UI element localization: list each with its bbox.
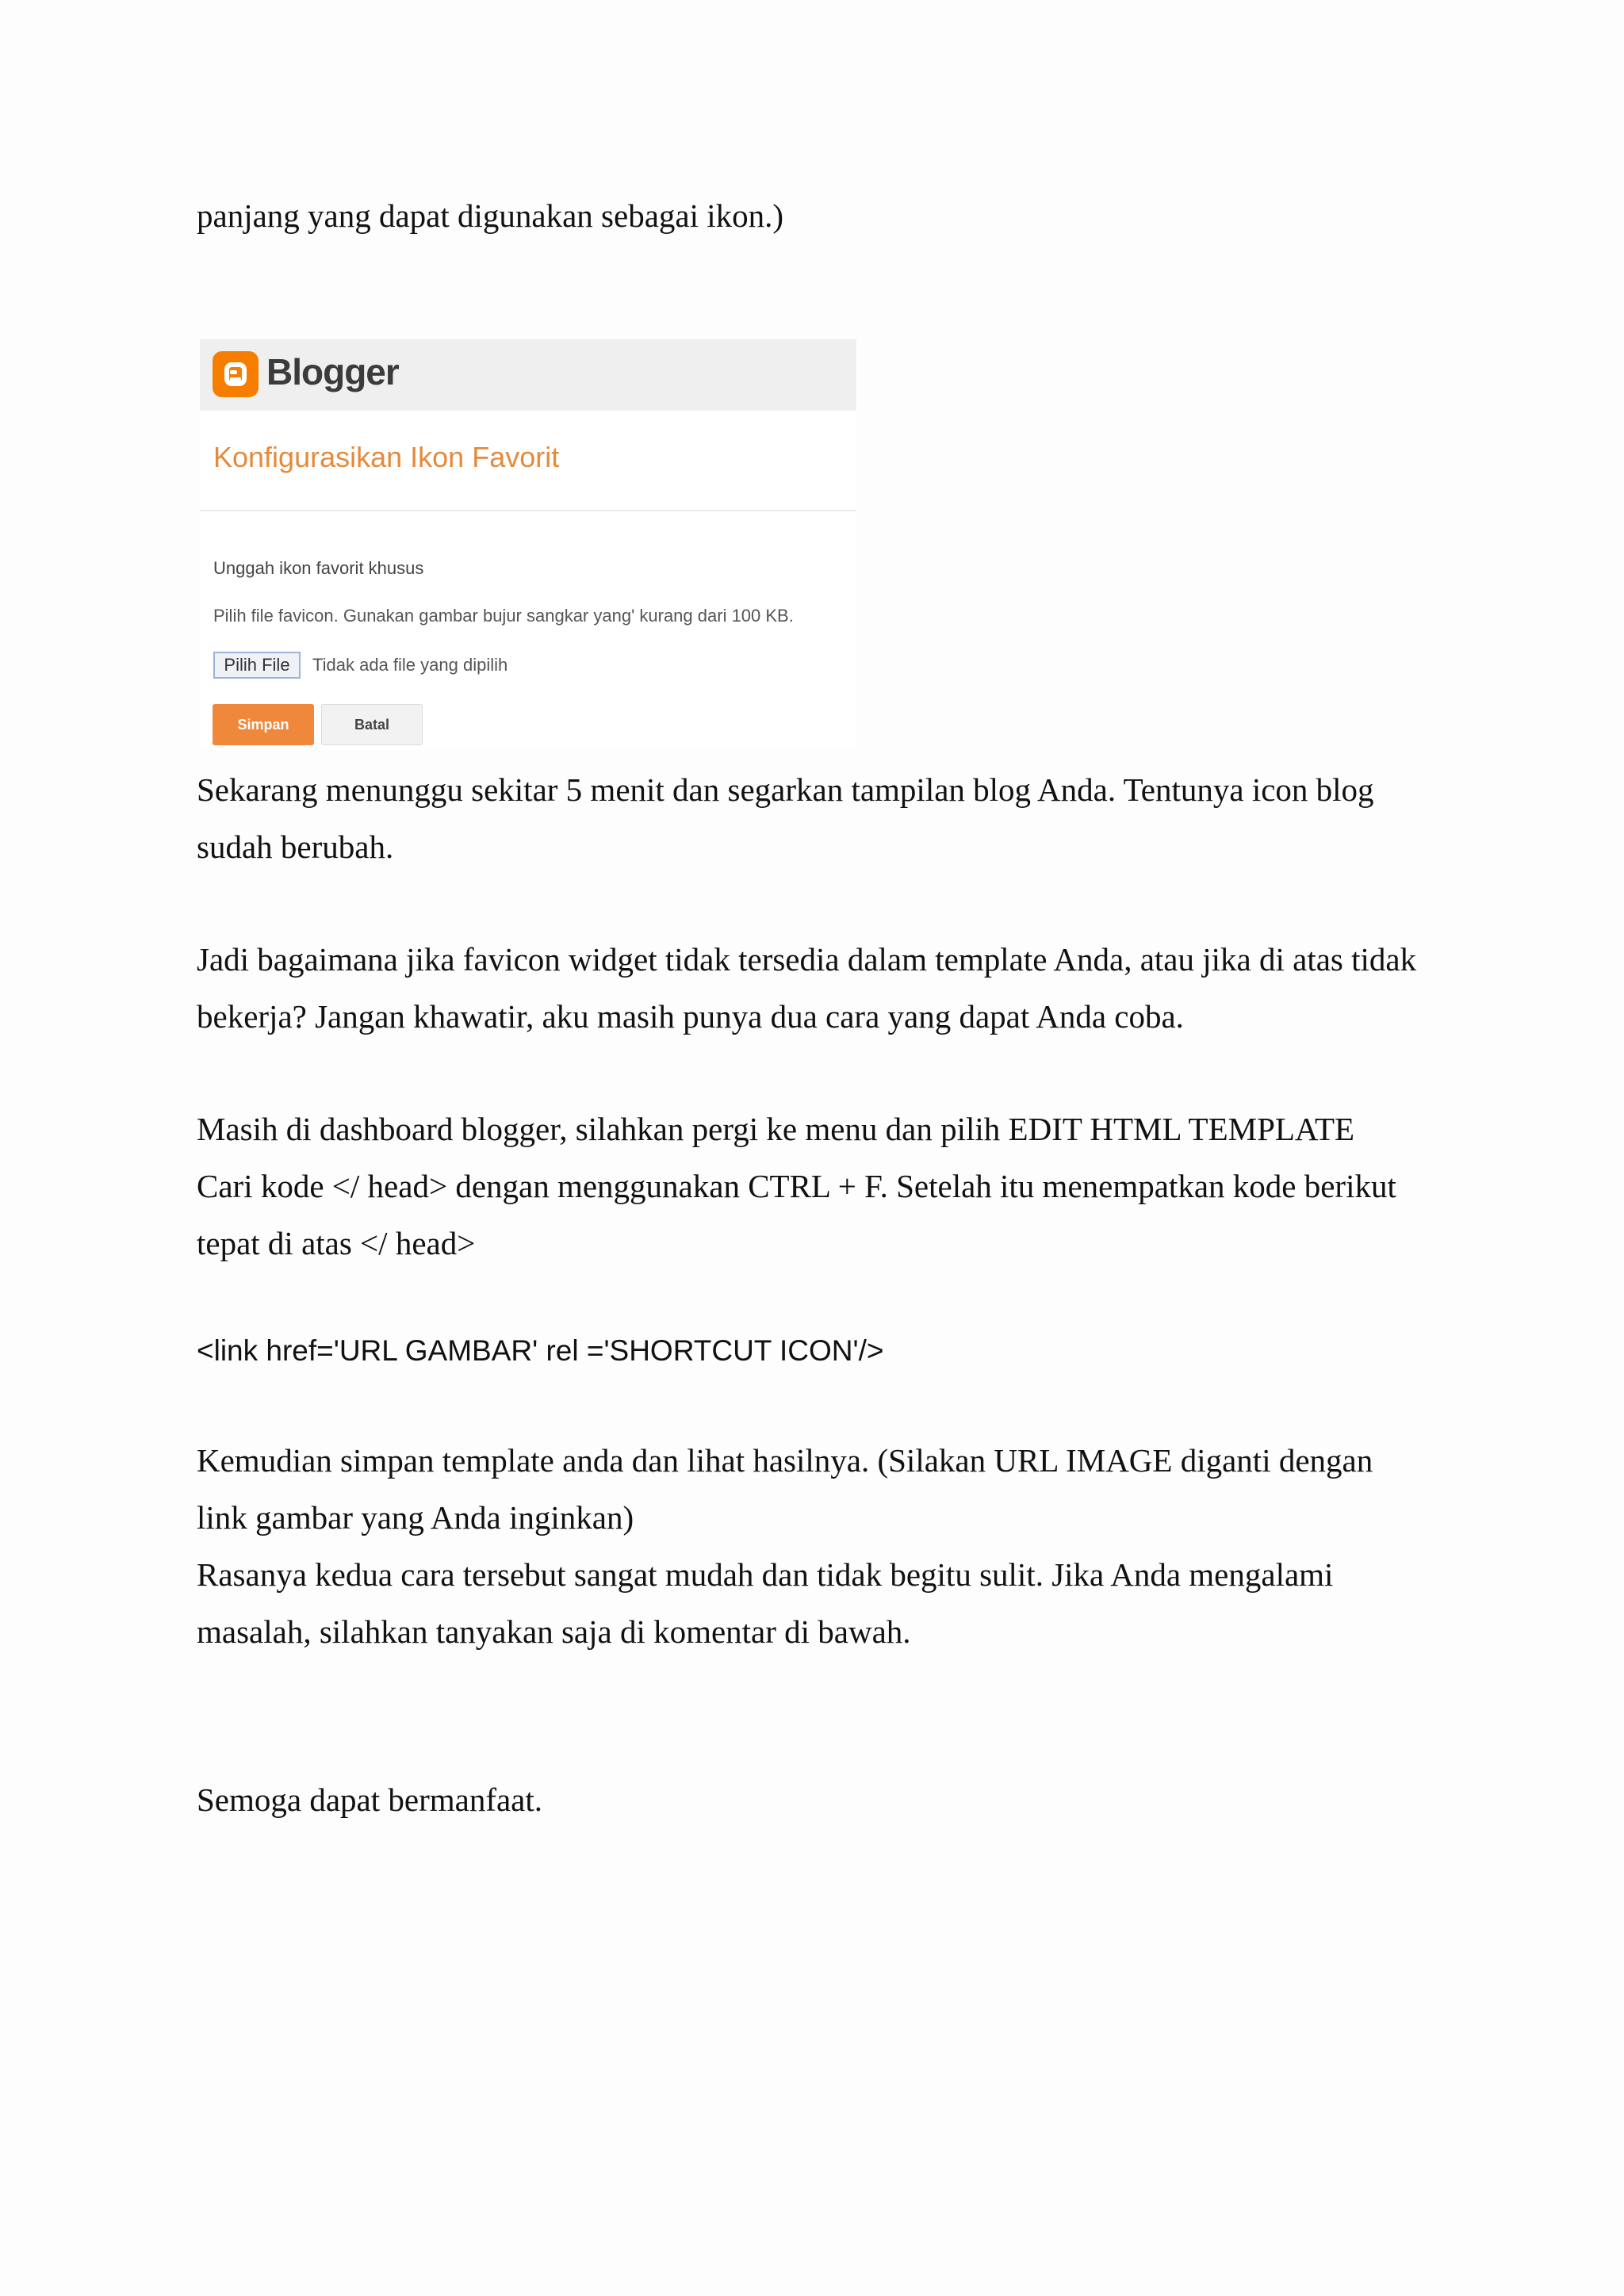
text-line: Rasanya kedua cara tersebut sangat mudah dan tidak begitu sulit. Jika Anda mengalami <box>197 1556 1334 1593</box>
paragraph-wait <box>197 761 1450 875</box>
text-line: bekerja? Jangan khawatir, aku masih punya dua cara yang dapat Anda coba. <box>197 998 1184 1035</box>
closing-line <box>197 1771 1450 1828</box>
file-status: Tidak ada file yang dipilih <box>312 655 508 675</box>
settings-title: Konfigurasikan Ikon Favorit <box>213 441 560 473</box>
text-line: Sekarang menunggu sekitar 5 menit dan segarkan tampilan blog Anda. Tentunya icon blog <box>197 771 1374 808</box>
upload-help-text: Pilih file favicon. Gunakan gambar bujur sangkar yang' kurang dari 100 KB. <box>213 606 794 626</box>
text-line: Masih di dashboard blogger, silahkan pergi ke menu dan pilih EDIT HTML TEMPLATE <box>197 1111 1355 1147</box>
paragraph-edit-template <box>197 1100 1450 1272</box>
paragraph-widget <box>197 931 1450 1045</box>
divider <box>200 510 856 511</box>
intro-tail <box>197 187 1450 244</box>
paragraph-result <box>197 1432 1450 1660</box>
text-line: Semoga dapat bermanfaat. <box>197 1781 543 1818</box>
blogger-logo-icon <box>213 351 259 397</box>
blogger-header <box>200 339 856 411</box>
text-line: Jadi bagaimana jika favicon widget tidak tersedia dalam template Anda, atau jika di atas tidak <box>197 941 1417 978</box>
text-line: tepat di atas </ head> <box>197 1225 476 1261</box>
text-line: masalah, silahkan tanyakan saja di komentar di bawah. <box>197 1613 911 1650</box>
blogger-favicon-screenshot <box>200 339 856 750</box>
text-line: panjang yang dapat digunakan sebagai ikon.) <box>197 197 784 234</box>
code-snippet <box>197 1322 1450 1380</box>
text-line: link gambar yang Anda inginkan) <box>197 1499 634 1536</box>
upload-label: Unggah ikon favorit khusus <box>213 558 424 578</box>
text-line: sudah berubah. <box>197 828 394 865</box>
cancel-button[interactable]: Batal <box>321 704 423 745</box>
save-button[interactable]: Simpan <box>213 704 314 745</box>
choose-file-button[interactable]: Pilih File <box>213 652 301 679</box>
code-line: <link href='URL GAMBAR' rel ='SHORTCUT ICON'/> <box>197 1334 884 1367</box>
brand-name: Blogger <box>266 351 399 392</box>
text-line: Cari kode </ head> dengan menggunakan CTRL + F. Setelah itu menempatkan kode berikut <box>197 1168 1396 1204</box>
text-line: Kemudian simpan template anda dan lihat hasilnya. (Silakan URL IMAGE diganti dengan <box>197 1442 1373 1479</box>
